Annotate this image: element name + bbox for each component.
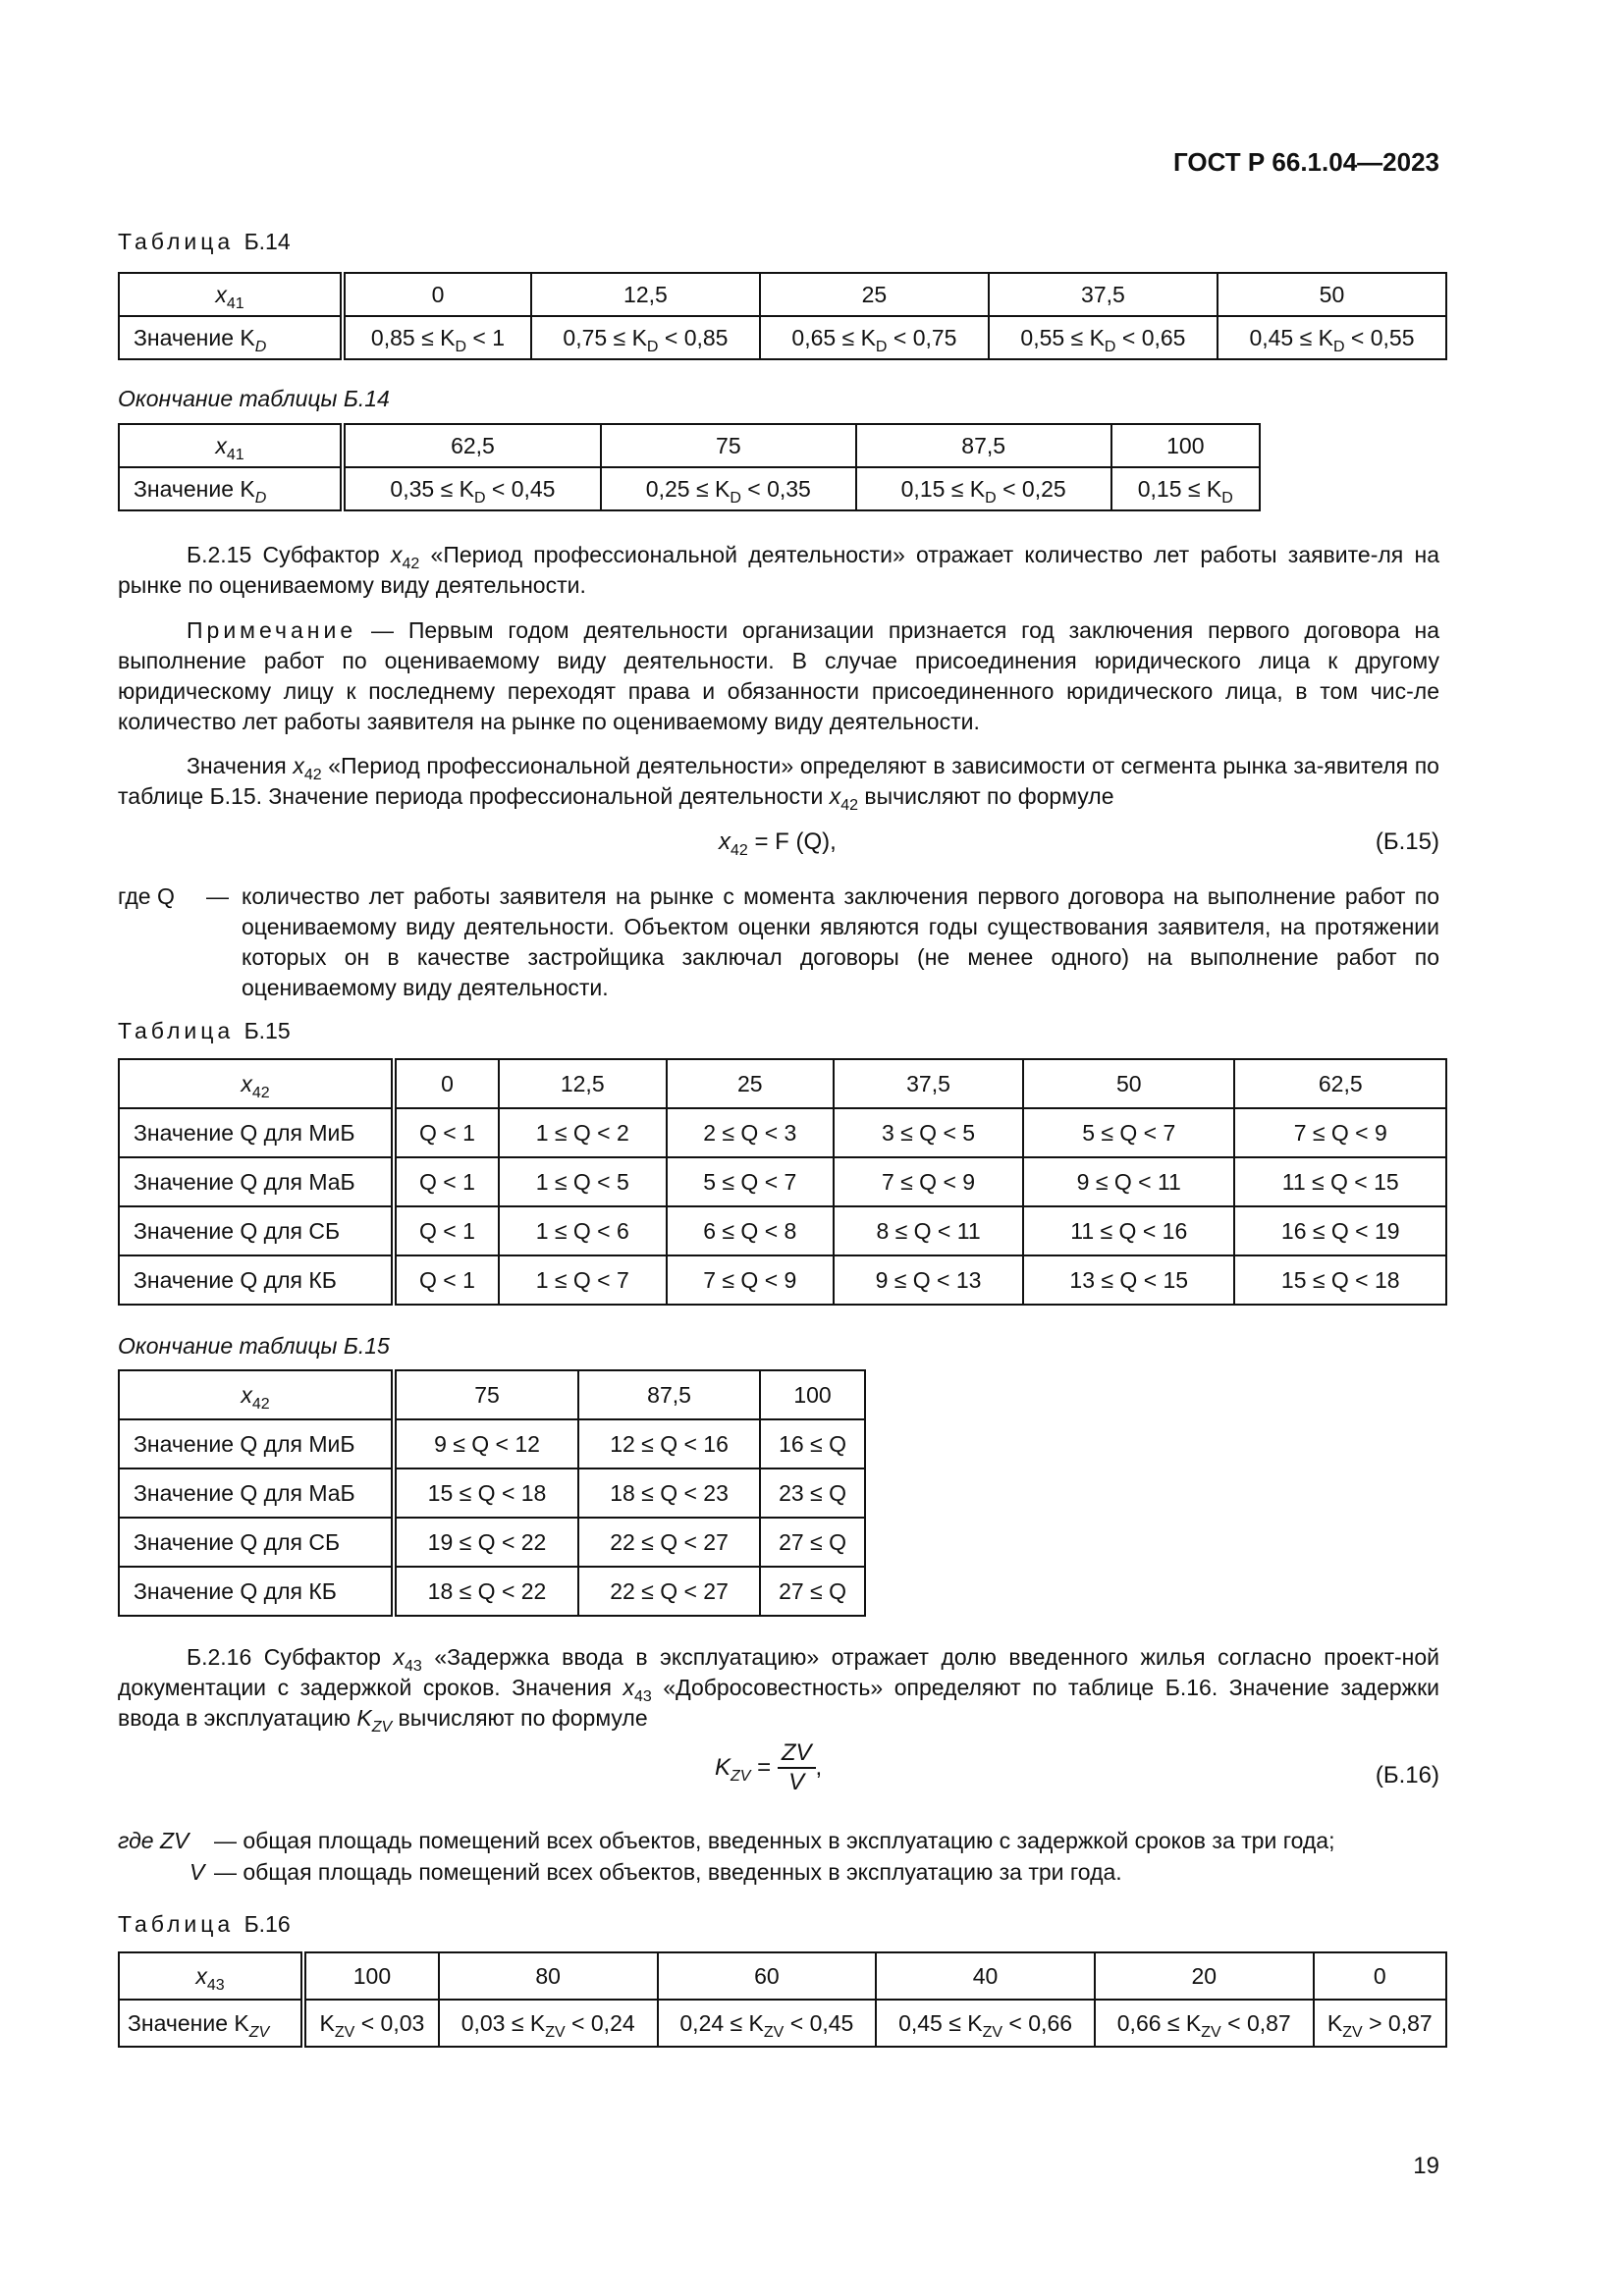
table-cell: 7 ≤ Q < 9 [667, 1255, 835, 1305]
caption-number: Б.16 [244, 1911, 291, 1937]
row-header-x42: $x_{42}$ [119, 1059, 394, 1108]
table-cell: 11 ≤ Q < 16 [1023, 1206, 1234, 1255]
table-cell: $0,85 \le K_D < 1$ [343, 316, 531, 359]
table-cell: 25 [760, 273, 989, 316]
table-cell: $0,66 \le K_{ZV} < 0,87$ [1095, 2000, 1314, 2047]
table-b14-caption [118, 229, 291, 255]
row-header: Значение Q для КБ [119, 1567, 394, 1616]
table-cell: 13 ≤ Q < 15 [1023, 1255, 1234, 1305]
table-cell: 60 [658, 1952, 877, 2000]
row-header: Значение Q для МиБ [119, 1108, 394, 1157]
table-cell: $K_{ZV} > 0,87$ [1314, 2000, 1446, 2047]
table-cell: 80 [439, 1952, 658, 2000]
row-header: Значение Q для МаБ [119, 1157, 394, 1206]
paragraph-b215-values: Значения $x_{42}$ «Период профессиональной деятельности» определяют в зависимости от сегмента рынка за-явителя по таблице Б.15. Значение периода профессиональной деятельности $x_{42}$ вычисляют по формуле [118, 753, 1439, 814]
table-cell: 20 [1095, 1952, 1314, 2000]
table-cell: $0,55 \le K_D < 0,65$ [989, 316, 1218, 359]
table-cell: 2 ≤ Q < 3 [667, 1108, 835, 1157]
table-cell: 87,5 [856, 424, 1111, 467]
table-cell: 0 [394, 1059, 499, 1108]
where-label-v: V [189, 1859, 205, 1885]
row-header-kd: Значение $K_D$ [119, 467, 343, 510]
table-cell: 16 ≤ Q [760, 1419, 865, 1468]
table-cell: 100 [760, 1370, 865, 1419]
table-cell: 12 ≤ Q < 16 [578, 1419, 760, 1468]
row-header: Значение Q для МаБ [119, 1468, 394, 1518]
table-cell: 1 ≤ Q < 7 [499, 1255, 667, 1305]
table-row [119, 2000, 1446, 2047]
row-header-x43: $x_{43}$ [119, 1952, 303, 2000]
paragraph-b215: Б.2.15 Субфактор $x_{42}$ «Период профессиональной деятельности» отражает количество лет работы заявите-ля на рынке по оцениваемому виду деятельности. [118, 542, 1439, 598]
table-cell: 100 [303, 1952, 439, 2000]
table-cell: 7 ≤ Q < 9 [1234, 1108, 1446, 1157]
table-cell: 18 ≤ Q < 22 [394, 1567, 578, 1616]
table-b15-cont [118, 1369, 866, 1617]
where-label-zv: где ZV [118, 1828, 189, 1853]
table-cell: 19 ≤ Q < 22 [394, 1518, 578, 1567]
formula-b16: $K_{ZV}$ = $\frac{ZV}{V}$ , [715, 1739, 823, 1795]
row-header: Значение Q для МиБ [119, 1419, 394, 1468]
table-b15-cont-caption: Окончание таблицы Б.15 [118, 1333, 390, 1359]
where-definition-v: — общая площадь помещений всех объектов, введенных в эксплуатацию за три года. [214, 1859, 1122, 1885]
table-b15-caption [118, 1018, 291, 1044]
table-cell: 23 ≤ Q [760, 1468, 865, 1518]
note-paragraph: Примечание — Первым годом деятельности организации признается год заключения первого договора на выполнение работ по оцениваемому виду деятельности. В случае присоединения юридического лица к другому юридическому лицу к последнему переходят права и обязанности присоединенного юридического лица, в том чис-ле количество лет работы заявителя на рынке по оцениваемому виду деятельности. [118, 617, 1439, 734]
table-cell: 50 [1023, 1059, 1234, 1108]
table-cell: Q < 1 [394, 1206, 499, 1255]
table-row [119, 1952, 1446, 2000]
table-cell: 75 [601, 424, 856, 467]
table-cell: $0,03 \le K_{ZV} < 0,24$ [439, 2000, 658, 2047]
table-cell: $K_{ZV} < 0,03$ [303, 2000, 439, 2047]
row-header-kzv: Значение $K_{ZV}$ [119, 2000, 303, 2047]
caption-word: Таблица [118, 1018, 235, 1043]
table-row [119, 424, 1260, 467]
caption-word: Таблица [118, 229, 235, 254]
table-cell: 100 [1111, 424, 1260, 467]
table-cell: 9 ≤ Q < 12 [394, 1419, 578, 1468]
table-row [119, 273, 1446, 316]
formula-b15: $x_{42} = F$ (Q), [719, 828, 837, 859]
table-b16 [118, 1951, 1447, 2048]
table-b14-cont [118, 423, 1261, 511]
paragraph-b216: Б.2.16 Субфактор $x_{43}$ «Задержка ввода в эксплуатацию» отражает долю введенного жилья согласно проект-ной документации с задержкой сроков. Значения $x_{43}$ «Добросовестность» определяют по таблице Б.16. Значение задержки ввода в эксплуатацию $K_{ZV}$ вычисляют по формуле [118, 1644, 1439, 1735]
where-label-q: где Q [118, 883, 175, 909]
table-cell: 37,5 [989, 273, 1218, 316]
table-cell: 87,5 [578, 1370, 760, 1419]
table-cell: 25 [667, 1059, 835, 1108]
table-cell: $0,24 \le K_{ZV} < 0,45$ [658, 2000, 877, 2047]
document-header: ГОСТ Р 66.1.04—2023 [1172, 147, 1439, 177]
row-header: Значение Q для КБ [119, 1255, 394, 1305]
table-cell: 12,5 [531, 273, 760, 316]
table-cell: 16 ≤ Q < 19 [1234, 1206, 1446, 1255]
row-header-x41: $x_{41}$ [119, 424, 343, 467]
table-cell: 9 ≤ Q < 11 [1023, 1157, 1234, 1206]
table-cell: 15 ≤ Q < 18 [1234, 1255, 1446, 1305]
table-cell: 27 ≤ Q [760, 1567, 865, 1616]
table-cell: 5 ≤ Q < 7 [1023, 1108, 1234, 1157]
table-row [119, 1206, 1446, 1255]
table-row [119, 1059, 1446, 1108]
table-cell: 37,5 [834, 1059, 1023, 1108]
table-row [119, 1468, 865, 1518]
table-cell: 11 ≤ Q < 15 [1234, 1157, 1446, 1206]
row-header-x42: $x_{42}$ [119, 1370, 394, 1419]
table-row [119, 1157, 1446, 1206]
page-number: 19 [1413, 2153, 1439, 2179]
caption-number: Б.15 [244, 1018, 291, 1043]
table-cell: 12,5 [499, 1059, 667, 1108]
formula-number-b15: (Б.15) [1375, 828, 1439, 855]
table-cell: 18 ≤ Q < 23 [578, 1468, 760, 1518]
table-b14 [118, 272, 1447, 360]
table-b15 [118, 1058, 1447, 1306]
table-cell: 6 ≤ Q < 8 [667, 1206, 835, 1255]
table-cell: 22 ≤ Q < 27 [578, 1567, 760, 1616]
caption-number: Б.14 [244, 229, 291, 254]
formula-number-b16: (Б.16) [1375, 1762, 1439, 1789]
table-cell: 15 ≤ Q < 18 [394, 1468, 578, 1518]
table-cell: $0,45 \le K_{ZV} < 0,66$ [876, 2000, 1095, 2047]
table-cell: 62,5 [1234, 1059, 1446, 1108]
table-cell: Q < 1 [394, 1108, 499, 1157]
table-row [119, 1255, 1446, 1305]
table-cell: Q < 1 [394, 1157, 499, 1206]
table-cell: 3 ≤ Q < 5 [834, 1108, 1023, 1157]
table-row [119, 1518, 865, 1567]
table-cell: 8 ≤ Q < 11 [834, 1206, 1023, 1255]
table-row [119, 1419, 865, 1468]
table-row [119, 1108, 1446, 1157]
table-cell: 0 [1314, 1952, 1446, 2000]
table-cell: 7 ≤ Q < 9 [834, 1157, 1023, 1206]
table-row [119, 1567, 865, 1616]
table-cell: 0 [343, 273, 531, 316]
table-cell: 22 ≤ Q < 27 [578, 1518, 760, 1567]
table-cell: $0,45 \le K_D < 0,55$ [1218, 316, 1446, 359]
row-header-kd: Значение $K_D$ [119, 316, 343, 359]
table-cell: $0,25 \le K_D < 0,35$ [601, 467, 856, 510]
table-b14-cont-caption: Окончание таблицы Б.14 [118, 386, 390, 411]
table-cell: 1 ≤ Q < 6 [499, 1206, 667, 1255]
table-cell: 1 ≤ Q < 2 [499, 1108, 667, 1157]
row-header-x41: $x_{41}$ [119, 273, 343, 316]
table-cell: 75 [394, 1370, 578, 1419]
table-cell: 9 ≤ Q < 13 [834, 1255, 1023, 1305]
table-cell: $0,65 \le K_D < 0,75$ [760, 316, 989, 359]
where-dash: — [206, 883, 229, 909]
table-cell: $0,35 \le K_D < 0,45$ [343, 467, 601, 510]
table-cell: $0,15 \le K_D < 0,25$ [856, 467, 1111, 510]
table-cell: 5 ≤ Q < 7 [667, 1157, 835, 1206]
table-row [119, 467, 1260, 510]
table-cell: Q < 1 [394, 1255, 499, 1305]
table-cell: $0,15 \le K_D$ [1111, 467, 1260, 510]
where-definition-zv: — общая площадь помещений всех объектов, введенных в эксплуатацию с задержкой сроков за три года; [214, 1828, 1335, 1853]
row-header: Значение Q для СБ [119, 1206, 394, 1255]
table-row [119, 1370, 865, 1419]
caption-word: Таблица [118, 1911, 235, 1937]
table-row [119, 316, 1446, 359]
where-definition-q: количество лет работы заявителя на рынке с момента заключения первого договора на выполнение работ по оцениваемому виду деятельности. Объектом оценки являются годы существования заявителя, на протяжении которых он в качестве застройщика заключал договоры (не менее одного) на выполнение работ по оцениваемому виду деятельности. [242, 883, 1439, 1000]
table-cell: $0,75 \le K_D < 0,85$ [531, 316, 760, 359]
table-b16-caption [118, 1911, 291, 1938]
table-cell: 62,5 [343, 424, 601, 467]
table-cell: 27 ≤ Q [760, 1518, 865, 1567]
table-cell: 40 [876, 1952, 1095, 2000]
table-cell: 50 [1218, 273, 1446, 316]
row-header: Значение Q для СБ [119, 1518, 394, 1567]
table-cell: 1 ≤ Q < 5 [499, 1157, 667, 1206]
